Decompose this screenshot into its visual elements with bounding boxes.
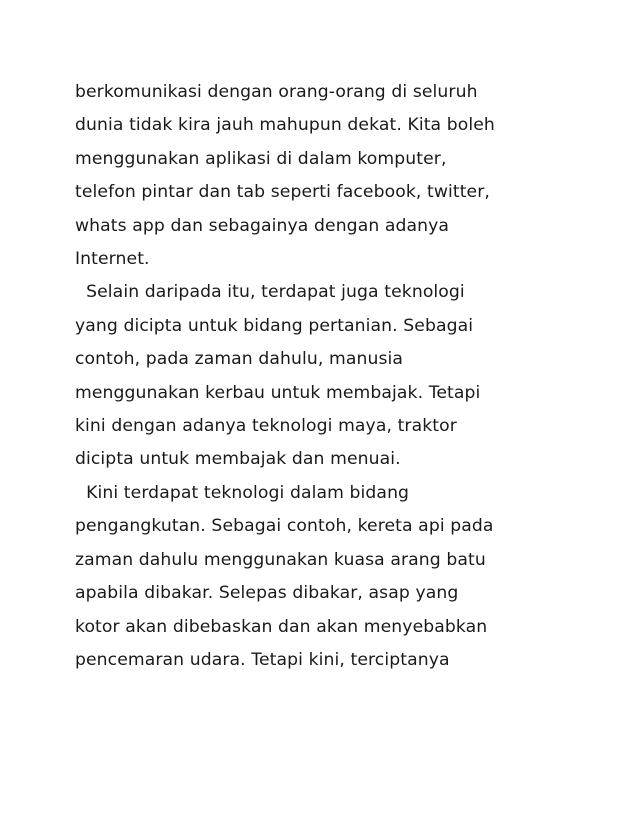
paragraph-line: Internet. — [75, 249, 150, 270]
paragraph-line: whats app dan sebagainya dengan adanya — [75, 215, 450, 236]
body-text — [75, 76, 575, 677]
paragraph-line: kini dengan adanya teknologi maya, traktor — [75, 416, 457, 437]
paragraph-line: berkomunikasi dengan orang-orang di seluruh — [75, 82, 478, 102]
paragraph-line: menggunakan aplikasi di dalam komputer, — [75, 148, 447, 169]
paragraph-2 — [75, 276, 575, 476]
paragraph-line: kotor akan dibebaskan dan akan menyebabkan — [75, 616, 488, 637]
paragraph-line: apabila dibakar. Selepas dibakar, asap yang — [75, 583, 459, 604]
paragraph-3 — [75, 477, 575, 677]
paragraph-line: dicipta untuk membajak dan menuai. — [75, 449, 401, 470]
paragraph-line: zaman dahulu menggunakan kuasa arang batu — [75, 549, 486, 570]
paragraph-line: contoh, pada zaman dahulu, manusia — [75, 349, 404, 370]
paragraph-line: dunia tidak kira jauh mahupun dekat. Kita boleh — [75, 115, 495, 136]
paragraph-line: menggunakan kerbau untuk membajak. Tetapi — [75, 382, 481, 403]
paragraph-line: yang dicipta untuk bidang pertanian. Sebagai — [75, 315, 474, 336]
paragraph-line: pengangkutan. Sebagai contoh, kereta api pada — [75, 516, 494, 537]
paragraph-line: Kini terdapat teknologi dalam bidang — [75, 482, 410, 503]
paragraph-line: pencemaran udara. Tetapi kini, terciptanya — [75, 649, 450, 670]
paragraph-line: Selain daripada itu, terdapat juga teknologi — [75, 282, 465, 303]
paragraph-1 — [75, 76, 575, 276]
paragraph-line: telefon pintar dan tab seperti facebook, twitter, — [75, 182, 490, 203]
